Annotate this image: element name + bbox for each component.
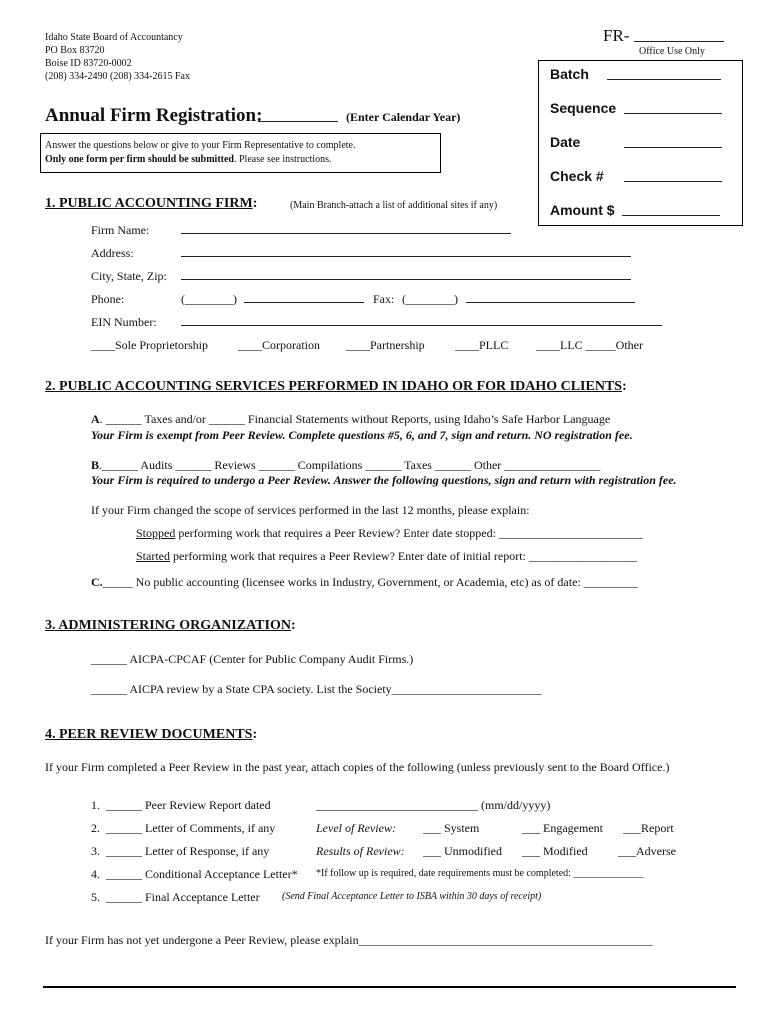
calendar-year-hint: (Enter Calendar Year) bbox=[346, 110, 461, 124]
date-label: Date bbox=[550, 134, 581, 150]
type-llc-other[interactable]: ____LLC _____Other bbox=[536, 338, 643, 352]
started-text: performing work that requires a Peer Review? Enter date of initial report: __________________ bbox=[170, 549, 637, 563]
type-pllc[interactable]: ____PLLC bbox=[455, 338, 509, 352]
bottom-rule bbox=[43, 986, 736, 988]
results-of-review-label: Results of Review: bbox=[316, 844, 405, 858]
started-word: Started bbox=[136, 549, 170, 563]
fr-label: FR- bbox=[603, 26, 630, 45]
doc-2-label[interactable]: ______ Letter of Comments, if any bbox=[106, 821, 276, 835]
phone-numbers: (208) 334-2490 (208) 334-2615 Fax bbox=[45, 71, 190, 82]
result-adverse[interactable]: ___Adverse bbox=[618, 844, 676, 858]
final-letter-note: (Send Final Acceptance Letter to ISBA within 30 days of receipt) bbox=[282, 891, 542, 902]
date-field[interactable] bbox=[624, 147, 722, 148]
fax-label: Fax: bbox=[373, 292, 395, 306]
phone-area-code[interactable]: (________) bbox=[181, 292, 237, 306]
doc-5-number: 5. bbox=[91, 890, 100, 904]
level-of-review-label: Level of Review: bbox=[316, 821, 396, 835]
type-sole-proprietorship[interactable]: ____Sole Proprietorship bbox=[91, 338, 208, 352]
scope-question: If your Firm changed the scope of services performed in the last 12 months, please explain: bbox=[91, 503, 530, 517]
started-row[interactable] bbox=[136, 549, 637, 564]
level-engagement[interactable]: ___ Engagement bbox=[522, 821, 603, 835]
section1-colon: : bbox=[252, 196, 258, 211]
city-state-zip-label: City, State, Zip: bbox=[91, 269, 167, 283]
not-reviewed-explain[interactable]: If your Firm has not yet undergone a Peer Review, please explain_________________________________________________ bbox=[45, 933, 653, 947]
section1-note: (Main Branch-attach a list of additional sites if any) bbox=[290, 200, 498, 211]
follow-up-note[interactable]: *If follow up is required, date requirements must be completed: ______________ bbox=[316, 868, 644, 879]
doc-4-asterisk: * bbox=[291, 867, 298, 881]
option-a-label: A bbox=[91, 412, 100, 426]
notice-line1: Answer the questions below or give to your Firm Representative to complete. bbox=[45, 140, 356, 151]
type-corporation[interactable]: ____Corporation bbox=[238, 338, 320, 352]
section3-title: 3. ADMINISTERING ORGANIZATION bbox=[45, 618, 291, 633]
option-c-text: _____ No public accounting (licensee works in Industry, Government, or Academia, etc) as of date: _________ bbox=[102, 575, 638, 589]
firm-name-label: Firm Name: bbox=[91, 223, 150, 237]
option-a-note: Your Firm is exempt from Peer Review. Complete questions #5, 6, and 7, sign and return. NO registration fee. bbox=[91, 428, 633, 442]
address-label: Address: bbox=[91, 246, 134, 260]
doc-4-text: ______ Conditional Acceptance Letter bbox=[106, 867, 292, 881]
doc-4-number: 4. bbox=[91, 867, 100, 881]
section4-title: 4. PEER REVIEW DOCUMENTS bbox=[45, 727, 253, 742]
option-b-label: B bbox=[91, 458, 100, 472]
city-state-zip-field[interactable] bbox=[181, 279, 631, 280]
ein-field[interactable] bbox=[181, 325, 662, 326]
notice-line2 bbox=[45, 154, 331, 165]
page-title: Annual Firm Registration: bbox=[45, 105, 263, 126]
office-use-label: Office Use Only bbox=[639, 46, 705, 57]
section3-colon: : bbox=[290, 618, 296, 633]
level-system[interactable]: ___ System bbox=[423, 821, 480, 835]
doc-1-date-field[interactable]: ___________________________ (mm/dd/yyyy) bbox=[316, 798, 551, 812]
calendar-year-field[interactable] bbox=[258, 121, 338, 122]
section3-heading bbox=[45, 618, 296, 634]
phone-label: Phone: bbox=[91, 292, 125, 306]
doc-5-label[interactable]: ______ Final Acceptance Letter bbox=[106, 890, 260, 904]
org-aicpa-cpcaf[interactable]: ______ AICPA-CPCAF (Center for Public Company Audit Firms.) bbox=[91, 652, 414, 666]
section2-colon: : bbox=[622, 379, 627, 394]
fax-field[interactable] bbox=[466, 302, 635, 303]
doc-3-number: 3. bbox=[91, 844, 100, 858]
doc-1-number: 1. bbox=[91, 798, 100, 812]
po-box: PO Box 83720 bbox=[45, 45, 105, 56]
phone-field[interactable] bbox=[244, 302, 364, 303]
doc-2-number: 2. bbox=[91, 821, 100, 835]
doc-4-label[interactable] bbox=[106, 867, 298, 882]
option-c-label: C. bbox=[91, 575, 103, 589]
option-b[interactable] bbox=[91, 458, 600, 473]
check-label: Check # bbox=[550, 168, 604, 184]
amount-field[interactable] bbox=[622, 215, 720, 216]
level-report[interactable]: ___Report bbox=[623, 821, 674, 835]
notice-rest: . Please see instructions. bbox=[234, 154, 332, 165]
option-a-text: . ______ Taxes and/or ______ Financial Statements without Reports, using Idaho’s Safe Harbor Language bbox=[99, 412, 611, 426]
stopped-text: performing work that requires a Peer Review? Enter date stopped: ________________________ bbox=[175, 526, 643, 540]
board-name: Idaho State Board of Accountancy bbox=[45, 32, 183, 43]
city-zip: Boise ID 83720-0002 bbox=[45, 58, 132, 69]
peer-review-intro: If your Firm completed a Peer Review in the past year, attach copies of the following (unless previously sent to the Board Office.) bbox=[45, 760, 670, 774]
notice-bold: Only one form per firm should be submitted bbox=[45, 154, 234, 165]
ein-label: EIN Number: bbox=[91, 315, 157, 329]
sequence-label: Sequence bbox=[550, 100, 617, 116]
section2-title: 2. PUBLIC ACCOUNTING SERVICES PERFORMED IN IDAHO OR FOR IDAHO CLIENTS bbox=[45, 379, 623, 394]
firm-name-field[interactable] bbox=[181, 233, 511, 234]
section1-title: 1. PUBLIC ACCOUNTING FIRM bbox=[45, 196, 253, 211]
section1-heading bbox=[45, 196, 257, 212]
option-b-text: .______ Audits ______ Reviews ______ Compilations ______ Taxes ______ Other ________________ bbox=[99, 458, 601, 472]
result-modified[interactable]: ___ Modified bbox=[522, 844, 588, 858]
section2-heading bbox=[45, 379, 627, 395]
stopped-row[interactable] bbox=[136, 526, 643, 541]
sequence-field[interactable] bbox=[624, 113, 722, 114]
notice-box bbox=[40, 133, 441, 173]
doc-1-label[interactable]: ______ Peer Review Report dated bbox=[106, 798, 271, 812]
check-field[interactable] bbox=[624, 181, 722, 182]
option-a[interactable] bbox=[91, 412, 610, 427]
option-c[interactable] bbox=[91, 575, 638, 590]
doc-3-label[interactable]: ______ Letter of Response, if any bbox=[106, 844, 270, 858]
type-partnership[interactable]: ____Partnership bbox=[346, 338, 425, 352]
batch-field[interactable] bbox=[607, 79, 721, 80]
address-field[interactable] bbox=[181, 256, 631, 257]
batch-label: Batch bbox=[550, 66, 589, 82]
option-b-note: Your Firm is required to undergo a Peer Review. Answer the following questions, sign and return with registration fee. bbox=[91, 473, 677, 487]
fax-area-code[interactable]: (________) bbox=[402, 292, 458, 306]
fr-number-field[interactable] bbox=[634, 41, 724, 42]
section4-heading bbox=[45, 727, 257, 743]
section4-colon: : bbox=[252, 727, 258, 742]
result-unmodified[interactable]: ___ Unmodified bbox=[423, 844, 502, 858]
stopped-word: Stopped bbox=[136, 526, 176, 540]
amount-label: Amount $ bbox=[550, 202, 615, 218]
org-state-society[interactable]: ______ AICPA review by a State CPA society. List the Society_________________________ bbox=[91, 682, 542, 696]
